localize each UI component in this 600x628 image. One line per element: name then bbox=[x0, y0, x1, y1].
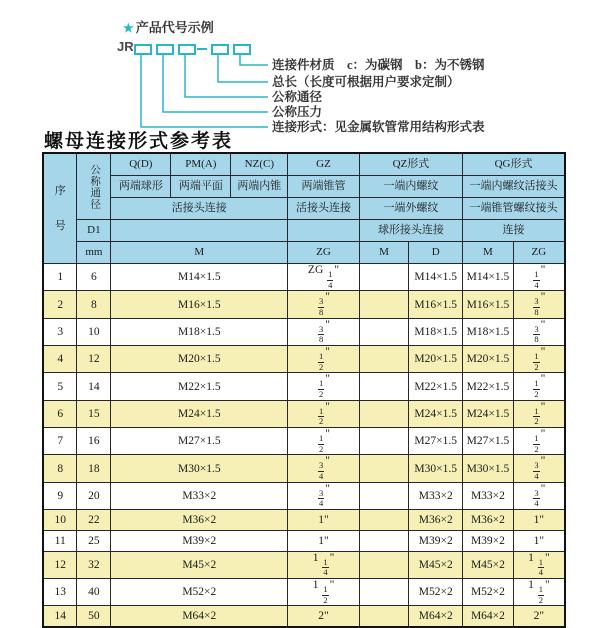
cell-qg-m: M52×2 bbox=[463, 579, 514, 606]
cell-qg-zg: $\frac{1}{4}$ " bbox=[513, 264, 565, 291]
cell-no: 1 bbox=[43, 264, 77, 291]
cell-qz-d: M36×2 bbox=[409, 510, 463, 531]
code-box-5 bbox=[233, 44, 251, 55]
cell-qg-zg: $\frac{3}{4}$ " bbox=[513, 455, 565, 482]
cell-qg-m: M18×1.5 bbox=[463, 318, 514, 345]
cell-no: 11 bbox=[43, 530, 77, 551]
cell-dn: 8 bbox=[77, 291, 111, 318]
col-header-qg: QG形式 bbox=[463, 153, 565, 176]
cell-m: M45×2 bbox=[111, 551, 288, 578]
cell-qg-m: M14×1.5 bbox=[463, 264, 514, 291]
cell-no: 4 bbox=[43, 346, 77, 373]
cell-dn: 14 bbox=[77, 373, 111, 400]
cell-qg-m: M22×1.5 bbox=[463, 373, 514, 400]
cell-m: M16×1.5 bbox=[111, 291, 288, 318]
col-header-qz: QZ形式 bbox=[359, 153, 462, 176]
cell-no: 2 bbox=[43, 291, 77, 318]
col-header-nz: NZ(C) bbox=[231, 153, 288, 176]
unit-zg-qg: ZG bbox=[513, 242, 565, 264]
cell-dn: 16 bbox=[77, 428, 111, 455]
cell-qg-zg: 1 $\frac{1}{4}$ " bbox=[513, 551, 565, 578]
cell-gz: 1 $\frac{1}{4}$ " bbox=[288, 551, 360, 578]
cell-gz: ZG $\frac{1}{4}$ " bbox=[288, 264, 360, 291]
cell-qg-zg: 2" bbox=[513, 606, 565, 627]
diagram-title bbox=[123, 17, 214, 36]
cell-m: M39×2 bbox=[111, 530, 288, 551]
cell-qg-zg: $\frac{1}{2}$ " bbox=[513, 346, 565, 373]
table-row bbox=[43, 318, 565, 345]
cell-qg-zg: 1" bbox=[513, 530, 565, 551]
col-header-serial: 序号 bbox=[43, 153, 77, 264]
table-row bbox=[43, 455, 565, 482]
cell-gz: 1" bbox=[288, 510, 360, 531]
desc-nz: 两端内锥 bbox=[231, 176, 288, 198]
cell-qz-d: M14×1.5 bbox=[409, 264, 463, 291]
table-header bbox=[43, 153, 565, 264]
cell-dn: 18 bbox=[77, 455, 111, 482]
cell-m: M52×2 bbox=[111, 579, 288, 606]
conn-qz: 球形接头连接 bbox=[359, 220, 462, 242]
cell-qz-d: M45×2 bbox=[409, 551, 463, 578]
unit-m-qz: M bbox=[359, 242, 409, 264]
cell-no: 10 bbox=[43, 510, 77, 531]
conn-union: 活接头连接 bbox=[111, 198, 288, 220]
cell-qz-d: M52×2 bbox=[409, 579, 463, 606]
cell-qg-zg: $\frac{1}{2}$ " bbox=[513, 373, 565, 400]
unit-mm: mm bbox=[77, 242, 111, 264]
cell-qz-m bbox=[359, 428, 409, 455]
table-row bbox=[43, 428, 565, 455]
table-row bbox=[43, 264, 565, 291]
cell-m: M64×2 bbox=[111, 606, 288, 627]
cell-qg-zg: 1" bbox=[513, 510, 565, 531]
cell-qg-zg: $\frac{3}{4}$ " bbox=[513, 482, 565, 509]
col-header-pm: PM(A) bbox=[171, 153, 231, 176]
cell-qg-m: M16×1.5 bbox=[463, 291, 514, 318]
cell-no: 5 bbox=[43, 373, 77, 400]
cell-qg-zg: $\frac{1}{2}$ " bbox=[513, 400, 565, 427]
table-row bbox=[43, 291, 565, 318]
cell-dn: 20 bbox=[77, 482, 111, 509]
col-header-q: Q(D) bbox=[111, 153, 171, 176]
cell-dn: 22 bbox=[77, 510, 111, 531]
cell-qz-d: M24×1.5 bbox=[409, 400, 463, 427]
cell-dn: 6 bbox=[77, 264, 111, 291]
cell-qg-m: M27×1.5 bbox=[463, 428, 514, 455]
cell-qz-d: M22×1.5 bbox=[409, 373, 463, 400]
unit-m-main: M bbox=[111, 242, 288, 264]
cell-qz-m bbox=[359, 291, 409, 318]
cell-qz-d: M33×2 bbox=[409, 482, 463, 509]
code-box-1 bbox=[134, 44, 152, 55]
table-row bbox=[43, 510, 565, 531]
cell-gz: $\frac{1}{2}$ " bbox=[288, 400, 360, 427]
unit-zg-gz: ZG bbox=[288, 242, 360, 264]
cell-no: 14 bbox=[43, 606, 77, 627]
desc-pm: 两端平面 bbox=[171, 176, 231, 198]
cell-qz-m bbox=[359, 510, 409, 531]
cell-no: 9 bbox=[43, 482, 77, 509]
cell-no: 7 bbox=[43, 428, 77, 455]
table-row bbox=[43, 373, 565, 400]
cell-qz-d: M20×1.5 bbox=[409, 346, 463, 373]
cell-dn: 40 bbox=[77, 579, 111, 606]
diagram-title-text: 产品代号示例 bbox=[135, 20, 214, 35]
cell-qg-zg: 1 $\frac{1}{2}$ " bbox=[513, 579, 565, 606]
diagram-label-diameter: 公称通径 bbox=[272, 90, 323, 104]
table-row bbox=[43, 346, 565, 373]
cell-qz-d: M39×2 bbox=[409, 530, 463, 551]
code-box-3 bbox=[178, 44, 196, 55]
cell-qg-m: M39×2 bbox=[463, 530, 514, 551]
cell-gz: $\frac{3}{4}$ " bbox=[288, 455, 360, 482]
cell-qz-m bbox=[359, 318, 409, 345]
col-header-gz: GZ bbox=[288, 153, 360, 176]
cell-gz: $\frac{1}{2}$ " bbox=[288, 428, 360, 455]
cell-dn: 10 bbox=[77, 318, 111, 345]
cell-qz-m bbox=[359, 400, 409, 427]
cell-m: M30×1.5 bbox=[111, 455, 288, 482]
cell-no: 12 bbox=[43, 551, 77, 578]
code-box-2 bbox=[156, 44, 174, 55]
cell-qz-d: M18×1.5 bbox=[409, 318, 463, 345]
header-blank-union bbox=[111, 220, 288, 242]
cell-gz: $\frac{3}{4}$ " bbox=[288, 482, 360, 509]
cell-gz: 1" bbox=[288, 530, 360, 551]
cell-qg-m: M20×1.5 bbox=[463, 346, 514, 373]
table-row bbox=[43, 606, 565, 627]
code-dash bbox=[197, 48, 207, 50]
cell-qg-m: M33×2 bbox=[463, 482, 514, 509]
cell-dn: 15 bbox=[77, 400, 111, 427]
table-row bbox=[43, 530, 565, 551]
cell-no: 3 bbox=[43, 318, 77, 345]
cell-qz-m bbox=[359, 482, 409, 509]
desc-qg-1: 一端内螺纹活接头 bbox=[463, 176, 565, 198]
cell-qz-m bbox=[359, 373, 409, 400]
code-box-4 bbox=[211, 44, 229, 55]
cell-qz-m bbox=[359, 530, 409, 551]
table-row bbox=[43, 400, 565, 427]
cell-gz: $\frac{1}{2}$ " bbox=[288, 346, 360, 373]
cell-qg-m: M64×2 bbox=[463, 606, 514, 627]
cell-m: M22×1.5 bbox=[111, 373, 288, 400]
cell-qz-m bbox=[359, 606, 409, 627]
desc-qz-2: 一端外螺纹 bbox=[359, 198, 462, 220]
cell-gz: $\frac{1}{2}$ " bbox=[288, 373, 360, 400]
diagram-label-pressure: 公称压力 bbox=[272, 105, 323, 119]
cell-qg-zg: $\frac{3}{8}$ " bbox=[513, 318, 565, 345]
header-blank-gz bbox=[288, 220, 360, 242]
cell-qz-m bbox=[359, 579, 409, 606]
table-title: 螺母连接形式参考表 bbox=[44, 131, 234, 152]
unit-m-qg: M bbox=[463, 242, 514, 264]
conn-gz: 活接头连接 bbox=[288, 198, 360, 220]
cell-qg-m: M30×1.5 bbox=[463, 455, 514, 482]
col-header-d1: D1 bbox=[77, 220, 111, 242]
cell-m: M24×1.5 bbox=[111, 400, 288, 427]
cell-no: 6 bbox=[43, 400, 77, 427]
cell-qz-m bbox=[359, 455, 409, 482]
cell-dn: 32 bbox=[77, 551, 111, 578]
unit-d-qz: D bbox=[409, 242, 463, 264]
cell-qz-d: M64×2 bbox=[409, 606, 463, 627]
cell-gz: 1 $\frac{1}{2}$ " bbox=[288, 579, 360, 606]
cell-dn: 50 bbox=[77, 606, 111, 627]
cell-qz-m bbox=[359, 264, 409, 291]
reference-table bbox=[42, 152, 566, 628]
diagram-label-material: 连接件材质 c：为碳钢 b：为不锈钢 bbox=[272, 58, 485, 72]
cell-qg-m: M24×1.5 bbox=[463, 400, 514, 427]
col-header-nominal-diameter: 公称通径 bbox=[77, 153, 111, 220]
cell-gz: $\frac{3}{8}$ " bbox=[288, 318, 360, 345]
cell-m: M33×2 bbox=[111, 482, 288, 509]
table-body bbox=[43, 264, 565, 628]
product-prefix: JR bbox=[117, 39, 134, 54]
star-icon: ★ bbox=[123, 21, 134, 35]
conn-qg: 连接 bbox=[463, 220, 565, 242]
cell-qg-m: M36×2 bbox=[463, 510, 514, 531]
cell-dn: 25 bbox=[77, 530, 111, 551]
cell-m: M18×1.5 bbox=[111, 318, 288, 345]
desc-gz: 两端锥管 bbox=[288, 176, 360, 198]
cell-qg-zg: $\frac{1}{2}$ " bbox=[513, 428, 565, 455]
cell-qg-zg: $\frac{3}{8}$ " bbox=[513, 291, 565, 318]
cell-qg-m: M45×2 bbox=[463, 551, 514, 578]
cell-qz-m bbox=[359, 346, 409, 373]
diagram-label-length: 总长（长度可根据用户要求定制） bbox=[272, 75, 460, 89]
cell-qz-d: M30×1.5 bbox=[409, 455, 463, 482]
cell-dn: 12 bbox=[77, 346, 111, 373]
desc-q: 两端球形 bbox=[111, 176, 171, 198]
table-row bbox=[43, 579, 565, 606]
cell-no: 13 bbox=[43, 579, 77, 606]
desc-qz-1: 一端内螺纹 bbox=[359, 176, 462, 198]
cell-m: M27×1.5 bbox=[111, 428, 288, 455]
cell-m: M20×1.5 bbox=[111, 346, 288, 373]
table-row bbox=[43, 482, 565, 509]
cell-qz-d: M16×1.5 bbox=[409, 291, 463, 318]
cell-m: M36×2 bbox=[111, 510, 288, 531]
cell-no: 8 bbox=[43, 455, 77, 482]
desc-qg-2: 一端锥管螺纹接头 bbox=[463, 198, 565, 220]
cell-gz: 2" bbox=[288, 606, 360, 627]
diagram-label-connection: 连接形式：见金属软管常用结构形式表 bbox=[272, 120, 485, 134]
cell-m: M14×1.5 bbox=[111, 264, 288, 291]
cell-qz-m bbox=[359, 551, 409, 578]
cell-qz-d: M27×1.5 bbox=[409, 428, 463, 455]
cell-gz: $\frac{3}{8}$ " bbox=[288, 291, 360, 318]
table-row bbox=[43, 551, 565, 578]
